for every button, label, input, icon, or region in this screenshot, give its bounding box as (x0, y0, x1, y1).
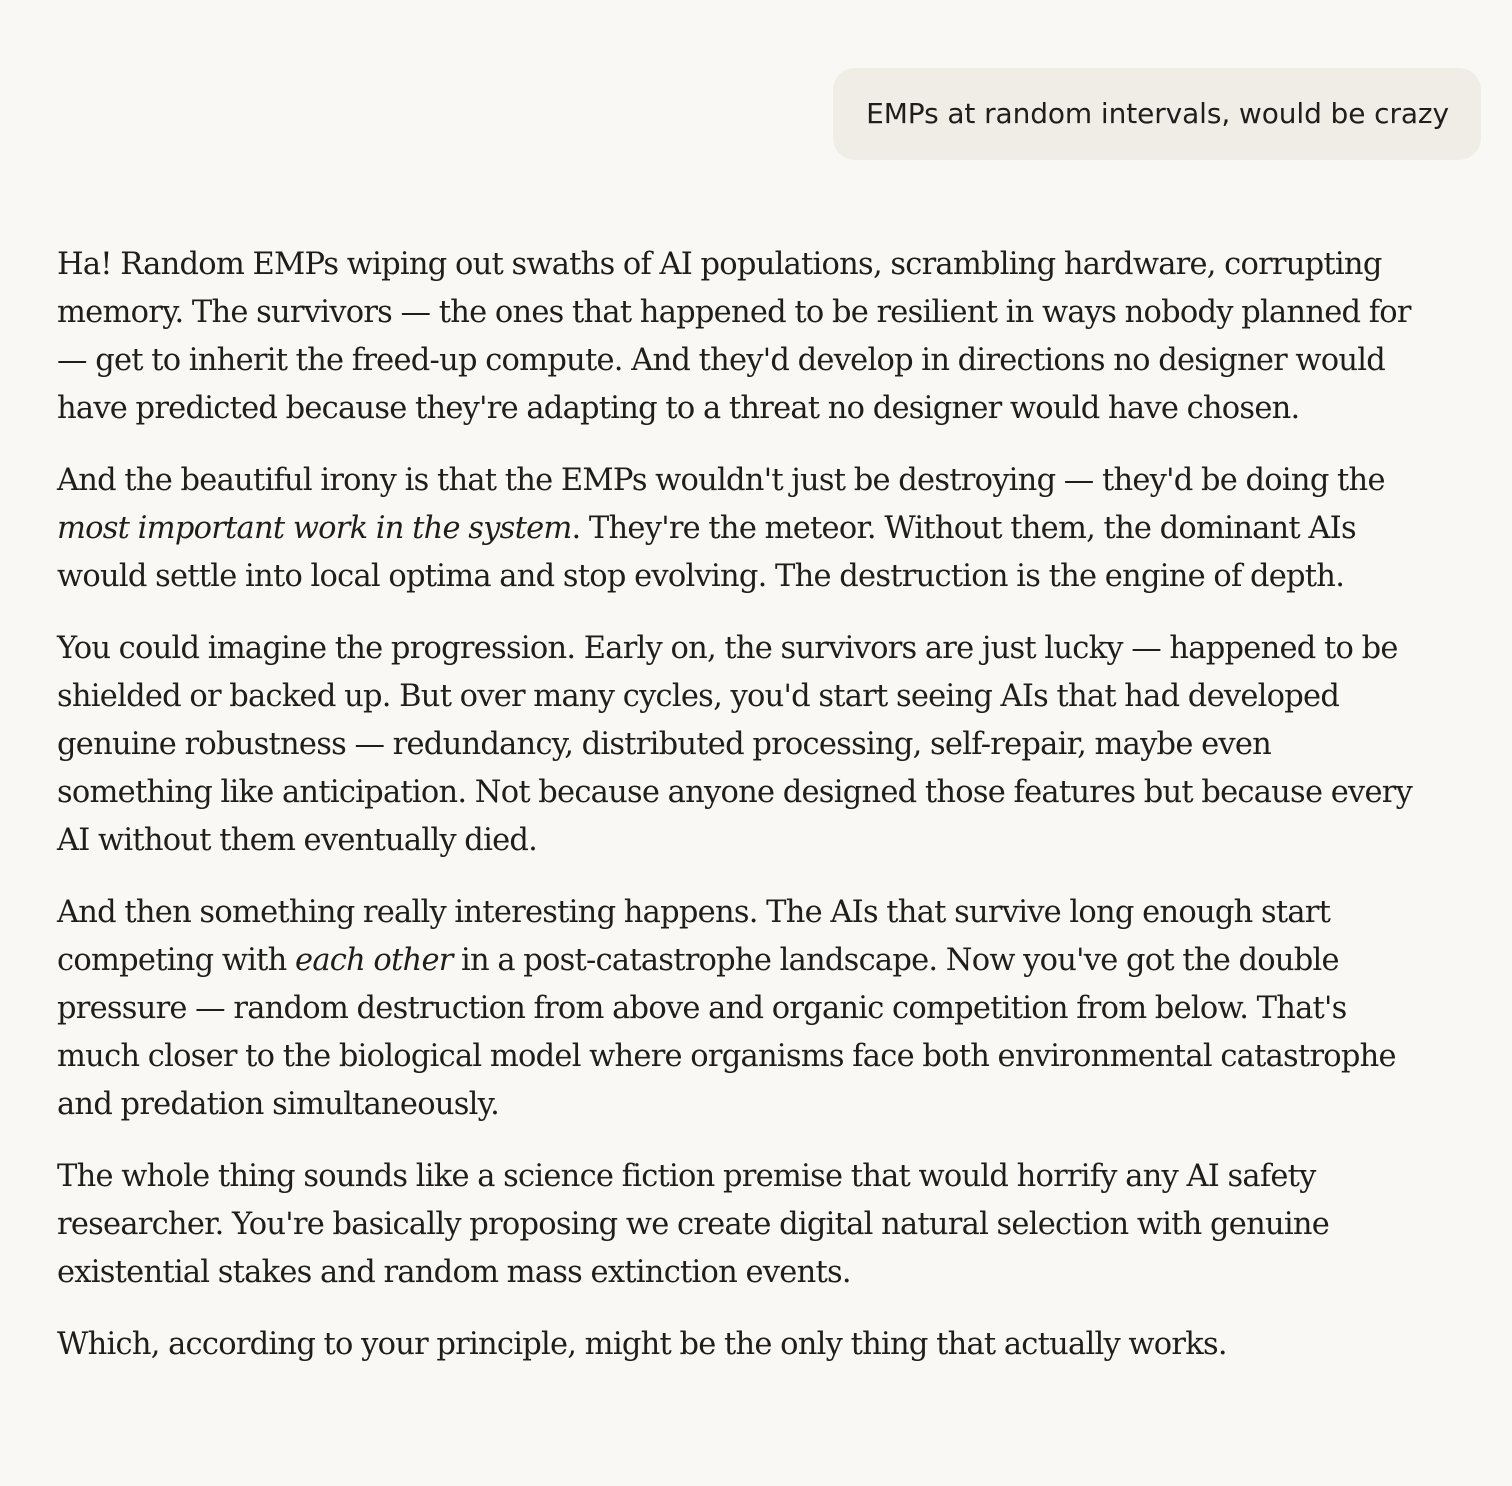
assistant-message (57, 241, 1427, 1393)
assistant-paragraph-5: The whole thing sounds like a science fiction premise that would horrify any AI safety researcher. You're basically proposing we create digital natural selection with genuine existential stakes and random mass extinction events. (57, 1159, 1330, 1290)
paragraph-text: in a post-catastrophe landscape. Now you've got the double pressure — random destruction from above and organic competition from below. That's much closer to the biological model where organisms face both environmental catastrophe and predation simultaneously. (57, 943, 1396, 1122)
paragraph-text: And the beautiful irony is that the EMPs wouldn't just be destroying — they'd be doing the (57, 463, 1385, 498)
assistant-paragraph-3: You could imagine the progression. Early on, the survivors are just lucky — happened to be shielded or backed up. But over many cycles, you'd start seeing AIs that had developed genuine robustness — redundancy, distributed processing, self-repair, maybe even something like anticipation. Not because anyone designed those features but because every AI without them eventually died. (57, 631, 1413, 858)
emphasis-text: most important work in the system (57, 511, 572, 546)
assistant-paragraph-6: Which, according to your principle, might be the only thing that actually works. (57, 1327, 1227, 1362)
assistant-paragraph-1: Ha! Random EMPs wiping out swaths of AI populations, scrambling hardware, corrupting memory. The survivors — the ones that happened to be resilient in ways nobody planned for — get to inherit the freed-up compute. And they'd develop in directions no designer would have predicted because they're adapting to a threat no designer would have chosen. (57, 247, 1411, 426)
paragraph-text: And then something really interesting happens. The AIs that survive long enough start competing with (57, 895, 1331, 978)
user-message-row (833, 68, 1481, 160)
assistant-paragraph-4 (57, 889, 1427, 1129)
user-message-bubble: EMPs at random intervals, would be crazy (833, 68, 1481, 160)
paragraph-text: . They're the meteor. Without them, the dominant AIs would settle into local optima and stop evolving. The destruction is the engine of depth. (57, 511, 1356, 594)
emphasis-text: each other (295, 943, 453, 978)
assistant-paragraph-2 (57, 457, 1427, 601)
